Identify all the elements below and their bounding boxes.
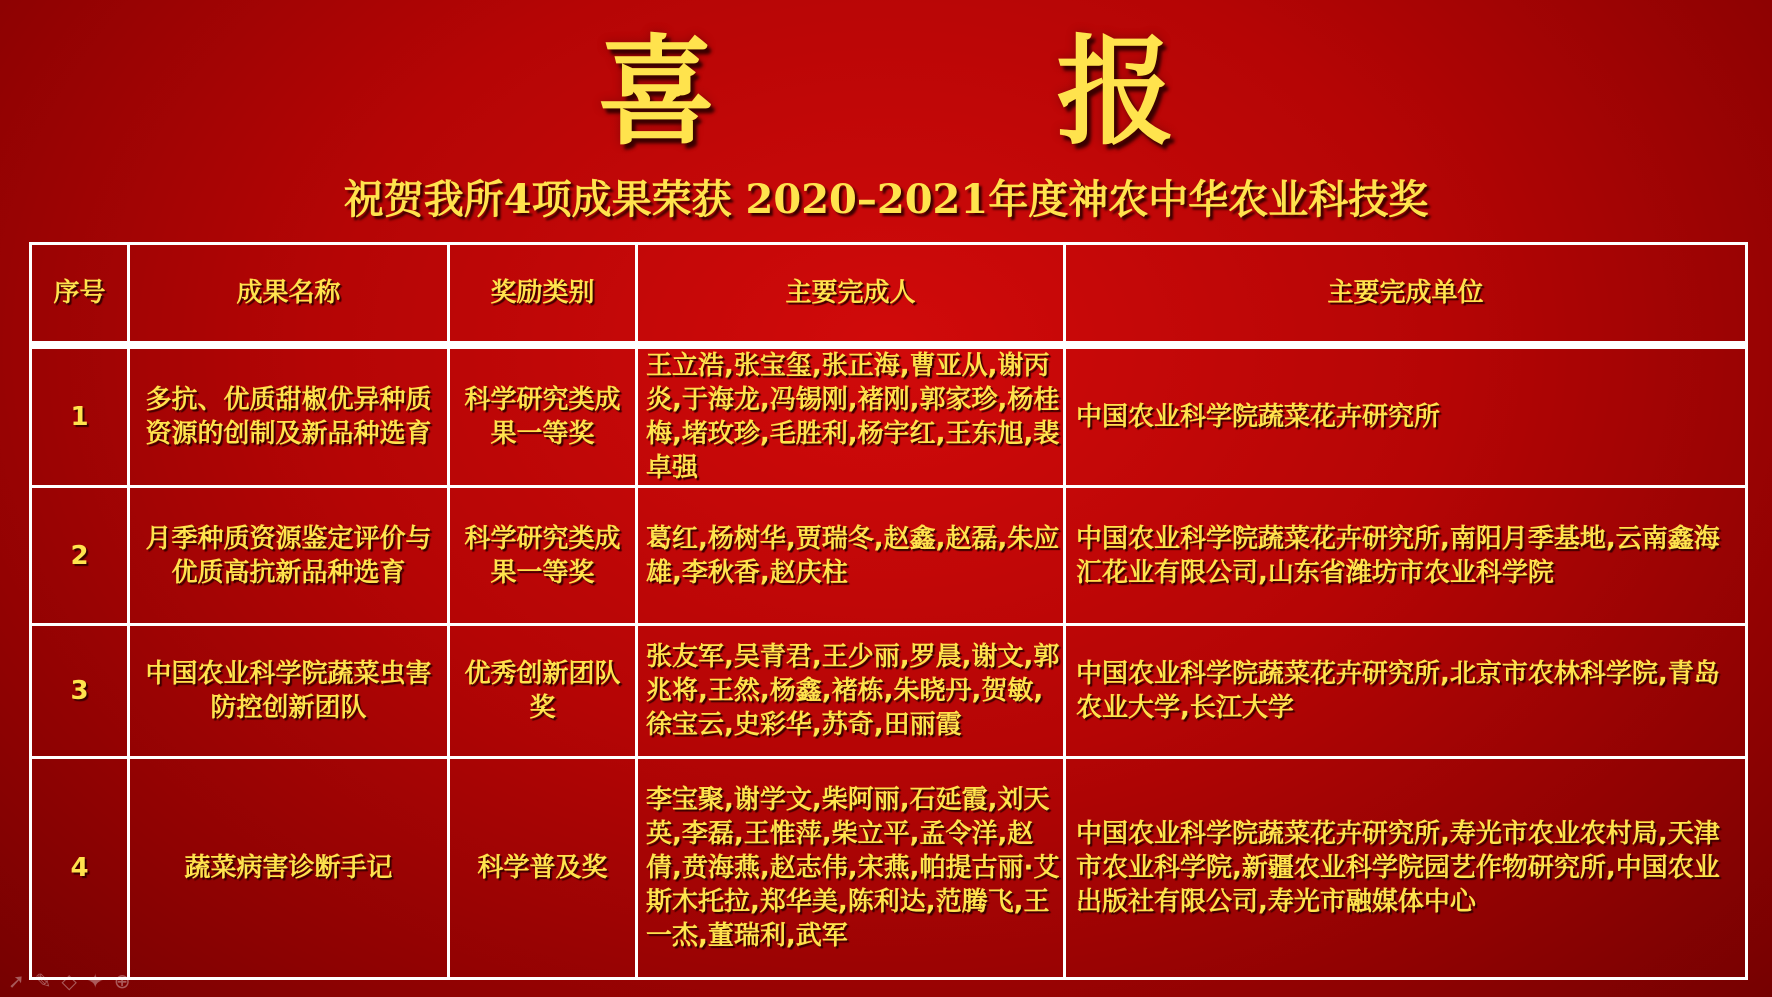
- row-category: 科学普及奖: [449, 758, 637, 979]
- row-category: 科学研究类成果一等奖: [449, 345, 637, 487]
- row-category: 优秀创新团队奖: [449, 625, 637, 758]
- row-people: 王立浩,张宝玺,张正海,曹亚从,谢丙炎,于海龙,冯锡刚,褚刚,郭家珍,杨桂梅,堵玫珍,毛胜利,杨宇红,王东旭,裴卓强: [637, 345, 1065, 487]
- row-category: 科学研究类成果一等奖: [449, 487, 637, 625]
- pen-icon[interactable]: ✎: [34, 969, 52, 993]
- row-name: 中国农业科学院蔬菜虫害防控创新团队: [129, 625, 449, 758]
- presentation-toolbar: [8, 969, 130, 993]
- header-units: 主要完成单位: [1065, 244, 1747, 346]
- row-units: 中国农业科学院蔬菜花卉研究所,寿光市农业农村局,天津市农业科学院,新疆农业科学院园艺作物研究所,中国农业出版社有限公司,寿光市融媒体中心: [1065, 758, 1747, 979]
- row-people: 葛红,杨树华,贾瑞冬,赵鑫,赵磊,朱应雄,李秋香,赵庆柱: [637, 487, 1065, 625]
- table-row: [31, 487, 1747, 625]
- row-name: 月季种质资源鉴定评价与优质高抗新品种选育: [129, 487, 449, 625]
- row-no: 2: [31, 487, 129, 625]
- arrow-icon[interactable]: ➚: [8, 969, 25, 993]
- row-units: 中国农业科学院蔬菜花卉研究所,北京市农林科学院,青岛农业大学,长江大学: [1065, 625, 1747, 758]
- row-name: 多抗、优质甜椒优异种质资源的创制及新品种选育: [129, 345, 449, 487]
- row-no: 1: [31, 345, 129, 487]
- row-no: 4: [31, 758, 129, 979]
- pointer-icon[interactable]: ✦: [86, 969, 104, 993]
- row-people: 张友军,吴青君,王少丽,罗晨,谢文,郭兆将,王然,杨鑫,褚栋,朱晓丹,贺敏,徐宝云,史彩华,苏奇,田丽霞: [637, 625, 1065, 758]
- header-no: 序号: [31, 244, 129, 346]
- table-row: [31, 625, 1747, 758]
- eraser-icon[interactable]: ◇: [61, 969, 77, 993]
- award-table: [29, 242, 1748, 980]
- row-units: 中国农业科学院蔬菜花卉研究所: [1065, 345, 1747, 487]
- row-people: 李宝聚,谢学文,柴阿丽,石延霞,刘天英,李磊,王惟萍,柴立平,孟令洋,赵倩,贲海燕,赵志伟,宋燕,帕提古丽·艾斯木托拉,郑华美,陈利达,范腾飞,王一杰,董瑞利,武军: [637, 758, 1065, 979]
- row-name: 蔬菜病害诊断手记: [129, 758, 449, 979]
- header-category: 奖励类别: [449, 244, 637, 346]
- table-header-row: [31, 244, 1747, 346]
- row-units: 中国农业科学院蔬菜花卉研究所,南阳月季基地,云南鑫海汇花业有限公司,山东省潍坊市农业科学院: [1065, 487, 1747, 625]
- row-no: 3: [31, 625, 129, 758]
- page-subtitle: 祝贺我所4项成果荣获 2020–2021年度神农中华农业科技奖: [343, 176, 1429, 223]
- header-name: 成果名称: [129, 244, 449, 346]
- header-people: 主要完成人: [637, 244, 1065, 346]
- table-row: [31, 345, 1747, 487]
- zoom-icon[interactable]: ⊕: [113, 969, 131, 993]
- page-title: 喜 报: [597, 23, 1325, 161]
- table-row: [31, 758, 1747, 979]
